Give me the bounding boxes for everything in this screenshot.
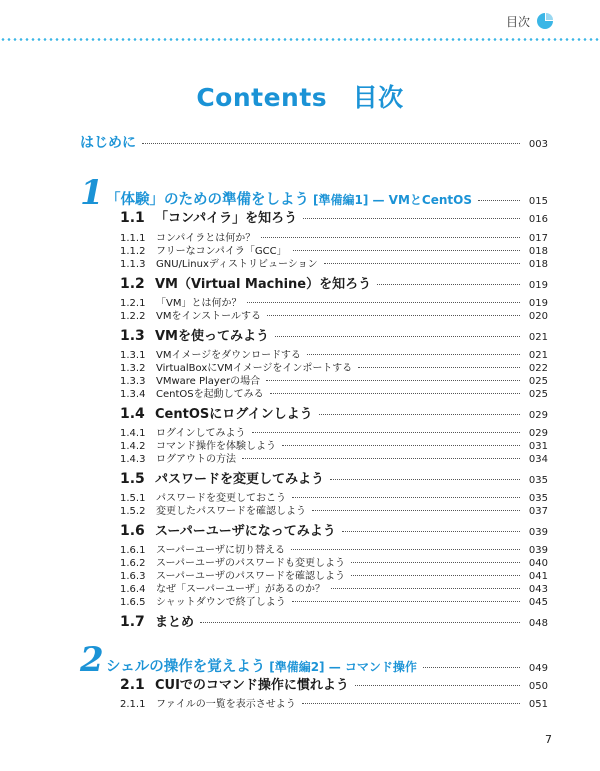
toc-page-number: 018 (528, 246, 548, 257)
leader-dots (270, 393, 520, 394)
item-title: シャットダウンで終了しよう (156, 597, 286, 608)
toc-page-number: 021 (528, 350, 548, 361)
leader-dots (261, 237, 520, 238)
item-number: 1.6.1 (120, 545, 146, 556)
leader-dots (200, 622, 520, 623)
leader-dots (242, 458, 520, 459)
item-title: VMイメージをダウンロードする (156, 350, 301, 361)
leader-dots (330, 479, 520, 480)
section-title: パスワードを変更してみよう (155, 472, 325, 487)
header-logo-icon (536, 12, 554, 30)
section-title: VM（Virtual Machine）を知ろう (155, 277, 372, 292)
toc-section[interactable] (120, 207, 548, 226)
item-title: VirtualBoxにVMイメージをインポートする (156, 363, 353, 374)
toc-chapter-2[interactable] (80, 640, 548, 680)
section-number: 1.5 (120, 471, 145, 487)
leader-dots (267, 315, 520, 316)
leader-dots (358, 367, 520, 368)
toc-page-number: 025 (528, 376, 548, 387)
toc-page-number: 035 (528, 493, 548, 504)
item-title: ログインしてみよう (156, 428, 246, 439)
toc-section[interactable] (120, 520, 548, 539)
item-title: コマンド操作を体験しよう (156, 441, 276, 452)
section-number: 2.1 (120, 677, 145, 693)
item-number: 1.3.4 (120, 389, 146, 400)
item-number: 1.4.2 (120, 441, 146, 452)
toc-page-number: 051 (528, 699, 548, 710)
section-title: CentOSにログインしよう (155, 407, 313, 422)
leader-dots (302, 703, 520, 704)
toc-item[interactable] (120, 450, 548, 465)
item-number: 1.1.1 (120, 233, 146, 244)
leader-dots (303, 218, 520, 219)
toc-item[interactable] (120, 255, 548, 270)
item-title: コンパイラとは何か？ (156, 233, 256, 244)
item-number: 1.5.1 (120, 493, 146, 504)
leader-dots (324, 263, 520, 264)
leader-dots (478, 200, 520, 201)
leader-dots (247, 302, 520, 303)
item-number: 1.3.1 (120, 350, 146, 361)
section-number: 1.2 (120, 276, 145, 292)
section-number: 1.7 (120, 614, 145, 630)
toc-section[interactable] (120, 674, 548, 693)
toc-item[interactable] (120, 307, 548, 322)
item-title: VMをインストールする (156, 311, 261, 322)
leader-dots (423, 667, 520, 668)
section-number: 1.6 (120, 523, 145, 539)
chapter-subtitle: [準備編2] — コマンド操作 (269, 660, 417, 674)
section-title: スーパーユーザになってみよう (155, 524, 336, 539)
item-number: 1.3.2 (120, 363, 146, 374)
item-title: GNU/Linuxディストリビューション (156, 259, 318, 270)
item-number: 1.6.4 (120, 584, 146, 595)
toc-page-number: 019 (528, 298, 548, 309)
item-title: VMware Playerの場合 (156, 376, 261, 387)
leader-dots (291, 549, 520, 550)
item-title: 変更したパスワードを確認しよう (156, 506, 306, 517)
toc-page-number: 043 (528, 584, 548, 595)
toc-page-number: 050 (528, 681, 548, 692)
leader-dots (351, 562, 520, 563)
item-number: 1.1.2 (120, 246, 146, 257)
leader-dots (351, 575, 520, 576)
item-title: フリーなコンパイラ「GCC」 (156, 246, 287, 257)
toc-page-number: 019 (528, 280, 548, 291)
item-number: 1.4.3 (120, 454, 146, 465)
toc-page-number: 048 (528, 618, 548, 629)
leader-dots (292, 497, 520, 498)
toc-intro-title: はじめに (80, 135, 136, 151)
chapter-subtitle: [準備編1] — VMとCentOS (313, 193, 472, 207)
leader-dots (252, 432, 521, 433)
toc-page-number: 035 (528, 475, 548, 486)
page-title: Contents 目次 (196, 83, 404, 112)
section-number: 1.3 (120, 328, 145, 344)
item-title: ファイルの一覧を表示させよう (156, 699, 296, 710)
chapter-title: シェルの操作を覚えよう (106, 659, 266, 675)
section-title: まとめ (155, 615, 195, 630)
toc-page-number: 039 (528, 545, 548, 556)
leader-dots (355, 685, 520, 686)
running-header (506, 12, 554, 30)
leader-dots (142, 143, 520, 144)
toc-section[interactable] (120, 611, 548, 630)
item-number: 1.2.1 (120, 298, 146, 309)
section-title: VMを使ってみよう (155, 329, 269, 344)
toc-page-number: 016 (528, 214, 548, 225)
leader-dots (377, 284, 520, 285)
running-header-label: 目次 (505, 14, 530, 29)
toc-section[interactable] (120, 468, 548, 487)
item-title: なぜ「スーパーユーザ」があるのか？ (156, 584, 325, 595)
toc-page-number: 037 (528, 506, 548, 517)
item-title: パスワードを変更しておこう (156, 493, 286, 504)
chapter-number: 1 (80, 173, 104, 213)
page-number: 7 (545, 733, 552, 746)
toc-page-number: 040 (528, 558, 548, 569)
toc-page-number: 045 (528, 597, 548, 608)
section-title: CUIでのコマンド操作に慣れよう (155, 678, 349, 693)
section-title: 「コンパイラ」を知ろう (155, 211, 298, 226)
item-number: 1.5.2 (120, 506, 146, 517)
toc-page-number: 039 (528, 527, 548, 538)
toc-page-number: 021 (528, 332, 548, 343)
chapter-title: 「体験」のための準備をしよう (106, 192, 309, 208)
leader-dots (293, 250, 520, 251)
item-number: 1.2.2 (120, 311, 146, 322)
item-title: スーパーユーザに切り替える (156, 545, 285, 556)
leader-dots (275, 336, 520, 337)
toc-page-number: 017 (528, 233, 548, 244)
toc-item[interactable] (120, 502, 548, 517)
toc-page-number: 029 (528, 410, 548, 421)
leader-dots (331, 588, 520, 589)
toc-page-number: 022 (528, 363, 548, 374)
toc-page-number: 020 (528, 311, 548, 322)
item-title: スーパーユーザのパスワードも変更しよう (156, 558, 345, 569)
item-title: CentOSを起動してみる (156, 389, 264, 400)
leader-dots (266, 380, 520, 381)
toc-page-number: 029 (528, 428, 548, 439)
item-number: 1.4.1 (120, 428, 146, 439)
toc-item[interactable] (120, 695, 548, 710)
item-title: ログアウトの方法 (156, 454, 236, 465)
dotted-divider (0, 38, 600, 41)
toc-page-number: 003 (528, 139, 548, 150)
item-number: 1.6.2 (120, 558, 146, 569)
toc-section[interactable] (120, 325, 548, 344)
item-number: 1.1.3 (120, 259, 146, 270)
toc-page-number: 025 (528, 389, 548, 400)
section-number: 1.1 (120, 210, 145, 226)
toc-page-number: 031 (528, 441, 548, 452)
toc-item[interactable] (120, 593, 548, 608)
toc-chapter-1[interactable] (80, 173, 548, 213)
leader-dots (292, 601, 520, 602)
toc-item[interactable] (120, 385, 548, 400)
leader-dots (319, 414, 520, 415)
item-number: 1.6.5 (120, 597, 146, 608)
chapter-number: 2 (80, 640, 104, 680)
toc-intro[interactable] (80, 132, 548, 152)
toc-section[interactable] (120, 273, 548, 292)
toc-page-number: 034 (528, 454, 548, 465)
toc-page-number: 015 (528, 196, 548, 207)
toc-page-number: 018 (528, 259, 548, 270)
item-number: 2.1.1 (120, 699, 146, 710)
item-number: 1.6.3 (120, 571, 146, 582)
section-number: 1.4 (120, 406, 145, 422)
leader-dots (312, 510, 520, 511)
item-title: スーパーユーザのパスワードを確認しよう (156, 571, 345, 582)
toc-page-number: 041 (528, 571, 548, 582)
toc-section[interactable] (120, 403, 548, 422)
toc-page-number: 049 (528, 663, 548, 674)
item-title: 「VM」とは何か？ (156, 298, 242, 309)
leader-dots (342, 531, 520, 532)
leader-dots (307, 354, 520, 355)
item-number: 1.3.3 (120, 376, 146, 387)
leader-dots (282, 445, 520, 446)
